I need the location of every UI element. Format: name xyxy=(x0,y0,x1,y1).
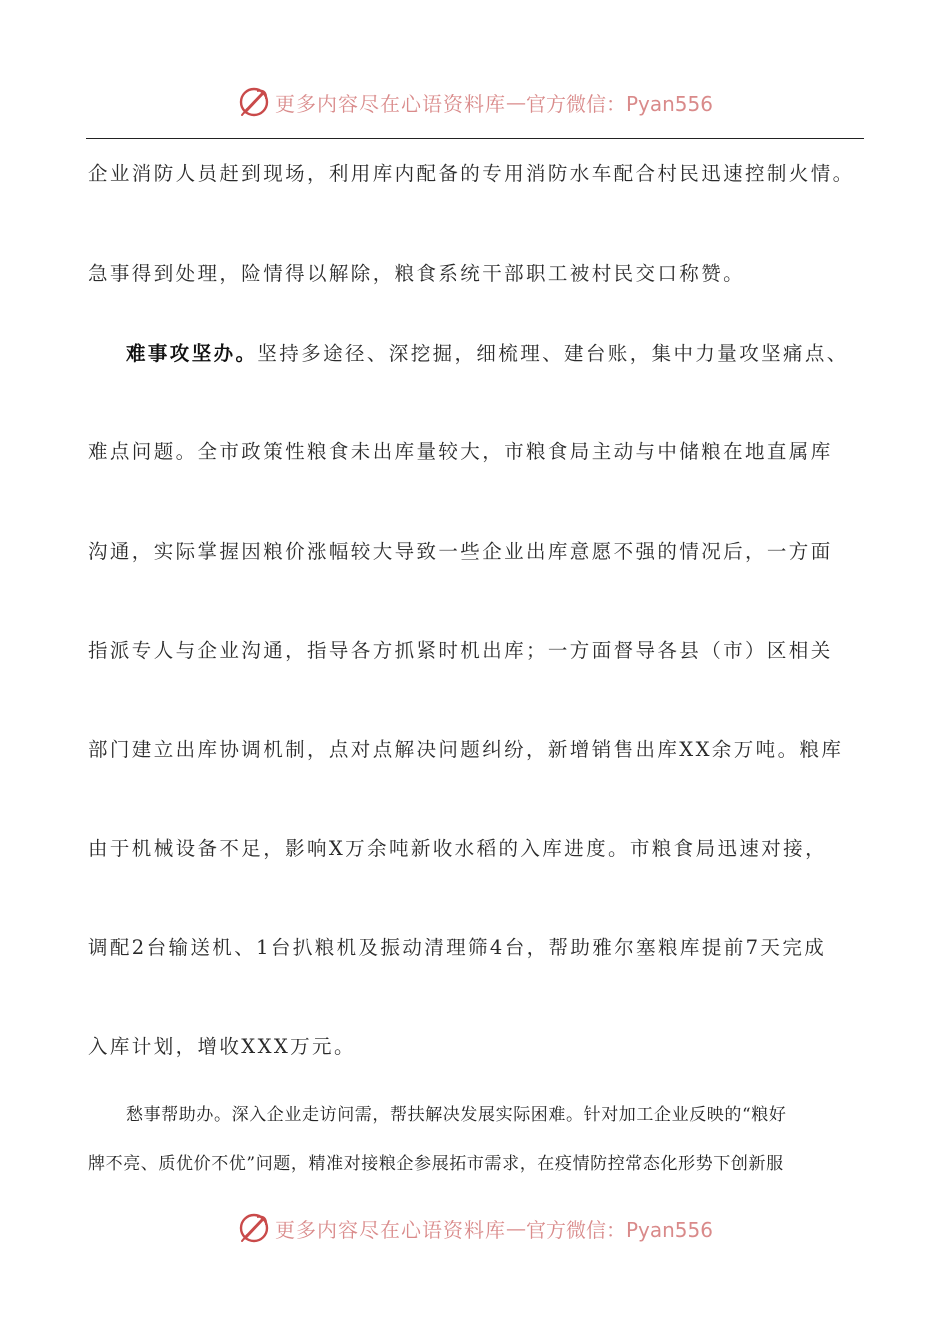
footer-wechat: 官方微信：Pyan556 xyxy=(525,1217,713,1242)
body-line-8: 由于机械设备不足，影响X万余吨新收水稻的入库进度。市粮食局迅速对接， xyxy=(88,837,827,860)
paragraph-4-line-2: 牌不亮、质优价不优”问题，精准对接粮企参展拓市需求，在疫情防控常态化形势下创新服 xyxy=(88,1154,784,1174)
body-line-10: 入库计划，增收XXX万元。 xyxy=(88,1035,356,1058)
pen-logo-icon xyxy=(237,1211,271,1245)
footer-separator: — xyxy=(505,1216,526,1240)
paragraph-4-line-1: 愁事帮助办。深入企业走访问需，帮扶解决发展实际困难。针对加工企业反映的“粮好 xyxy=(126,1105,787,1125)
header-brand: 更多内容尽在心语资料库 xyxy=(274,91,506,116)
body-line-5: 沟通，实际掌握因粮价涨幅较大导致一些企业出库意愿不强的情况后，一方面 xyxy=(88,540,833,563)
body-line-1: 企业消防人员赶到现场，利用库内配备的专用消防水车配合村民迅速控制火情。 xyxy=(88,162,855,185)
body-line-9: 调配2台输送机、1台扒粮机及振动清理筛4台，帮助雅尔塞粮库提前7天完成 xyxy=(88,936,827,959)
header-wechat: 官方微信：Pyan556 xyxy=(525,91,713,116)
body-line-6: 指派专人与企业沟通，指导各方抓紧时机出库；一方面督导各县（市）区相关 xyxy=(88,639,833,662)
pen-logo-icon xyxy=(237,85,271,119)
header-rule xyxy=(86,138,864,139)
footer-brand: 更多内容尽在心语资料库 xyxy=(274,1217,506,1242)
paragraph-3-first-line xyxy=(126,338,849,366)
page-footer xyxy=(0,1208,950,1248)
body-line-7: 部门建立出库协调机制，点对点解决问题纠纷，新增销售出库XX余万吨。粮库 xyxy=(88,738,844,761)
body-line-2: 急事得到处理，险情得以解除，粮食系统干部职工被村民交口称赞。 xyxy=(88,262,746,285)
body-line-4: 难点问题。全市政策性粮食未出库量较大，市粮食局主动与中储粮在地直属库 xyxy=(88,440,833,463)
header-separator: — xyxy=(505,90,526,114)
paragraph-3-text: 坚持多途径、深挖掘，细梳理、建台账，集中力量攻坚痛点、 xyxy=(257,342,849,365)
page-header xyxy=(0,82,950,122)
paragraph-heading: 难事攻坚办。 xyxy=(126,342,258,365)
